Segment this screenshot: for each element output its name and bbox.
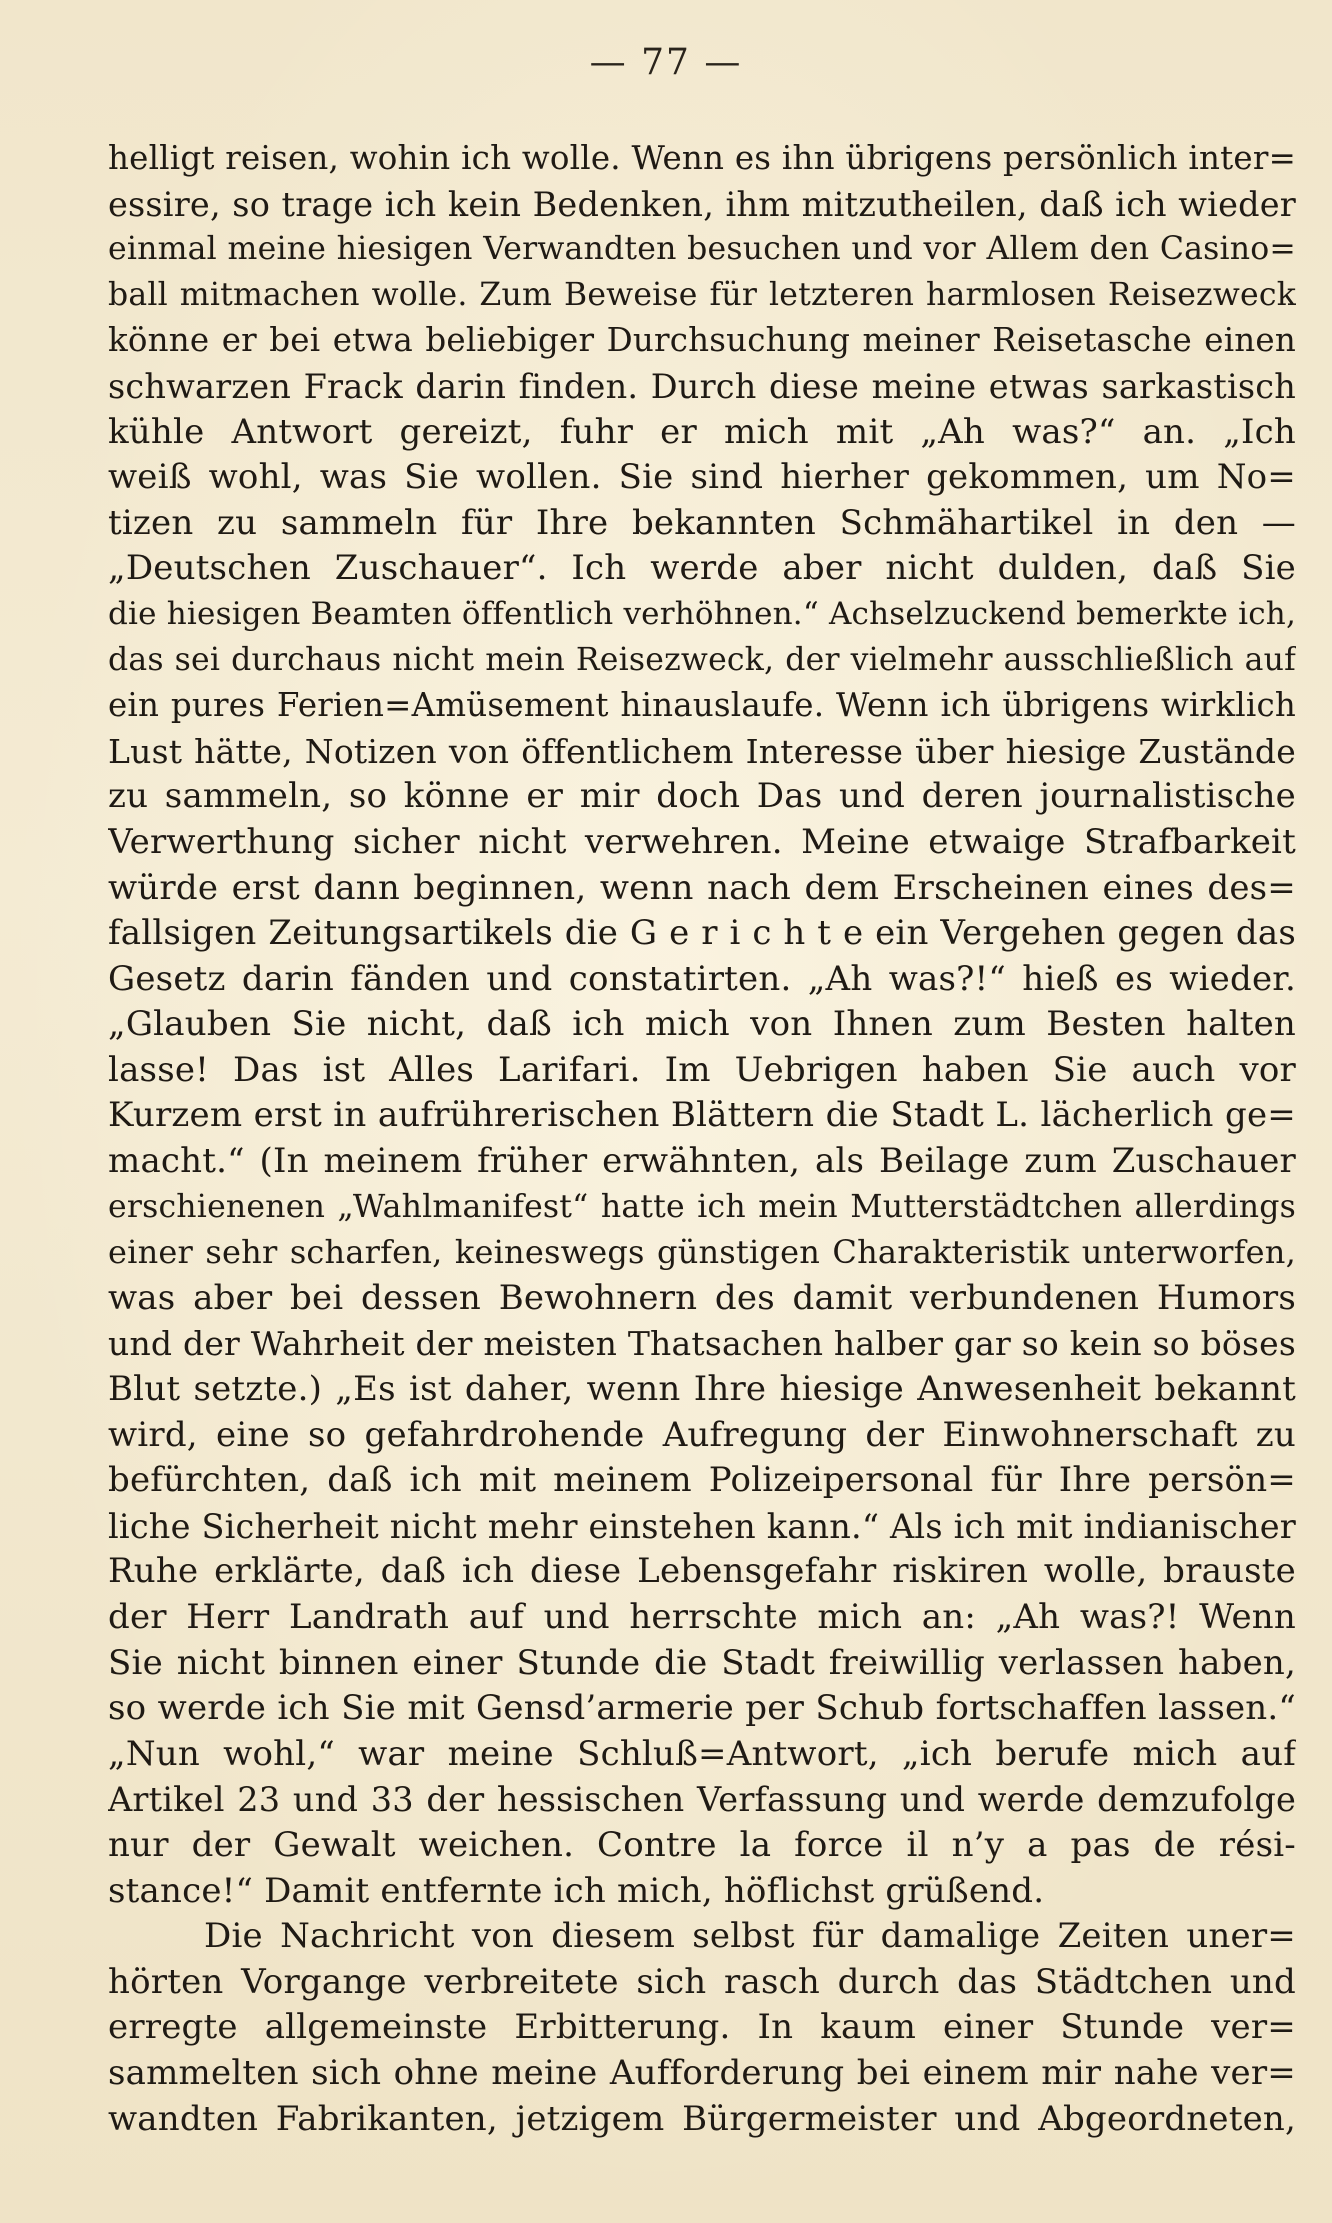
text-line: würde erst dann beginnen, wenn nach dem Erscheinen eines des= [108,867,1296,908]
text-line: die hiesigen Beamten öffentlich verhöhnen.“ Achselzuckend bemerkte ich, [108,595,1296,632]
text-line: nur der Gewalt weichen. Contre la force il n’y a pas de rési- [108,1824,1296,1865]
text-line: Gesetz darin fänden und constatirten. „Ah was?!“ hieß es wieder. [108,958,1296,999]
paragraph-1 [108,136,1296,1914]
text-line: helligt reisen, wohin ich wolle. Wenn es ihn übrigens persönlich inter= [108,139,1296,177]
text-line: zu sammeln, so könne er mir doch Das und deren journalistische [108,776,1296,817]
body-text [108,136,1296,2142]
text-line: lasse! Das ist Alles Larifari. Im Uebrigen haben Sie auch vor [108,1049,1296,1090]
text-line: befürchten, daß ich mit meinem Polizeipersonal für Ihre persön= [108,1460,1296,1501]
text-line: Die Nachricht von diesem selbst für damalige Zeiten uner= [204,1916,1296,1957]
text-line: sammelten sich ohne meine Aufforderung bei einem mir nahe ver= [108,2052,1296,2093]
text-line: „Glauben Sie nicht, daß ich mich von Ihnen zum Besten halten [108,1004,1296,1045]
text-line: das sei durchaus nicht mein Reisezweck, der vielmehr ausschließlich auf [108,641,1296,678]
paragraph-2 [108,1914,1296,2142]
text-line: Sie nicht binnen einer Stunde die Stadt freiwillig verlassen haben, [108,1642,1296,1683]
text-line: einer sehr scharfen, keineswegs günstigen Charakteristik unterworfen, [108,1233,1296,1272]
text-line: Blut setzte.) „Es ist daher, wenn Ihre hiesige Anwesenheit bekannt [108,1369,1296,1410]
page-number: — 77 — [589,42,743,83]
text-line: ein pures Ferien=Amüsement hinauslaufe. Wenn ich übrigens wirklich [108,686,1296,725]
text-line: weiß wohl, was Sie wollen. Sie sind hierher gekommen, um No= [108,457,1296,498]
text-line: fallsigen Zeitungsartikels die G e r i c h t e ein Vergehen gegen das [108,913,1296,954]
text-line: stance!“ Damit entfernte ich mich, höflichst grüßend. [108,1870,1045,1911]
text-line: Lust hätte, Notizen von öffentlichem Interesse über hiesige Zustände [108,731,1296,771]
text-line: erschienenen „Wahlmanifest“ hatte ich mein Mutterstädtchen allerdings [108,1188,1296,1225]
text-line: wandten Fabrikanten, jetzigem Bürgermeister und Abgeordneten, [108,2098,1296,2139]
text-line: Kurzem erst in aufrührerischen Blättern die Stadt L. lächerlich ge= [108,1095,1296,1136]
text-line: hörten Vorgange verbreitete sich rasch durch das Städtchen und [108,1961,1296,2002]
text-line: kühle Antwort gereizt, fuhr er mich mit „Ah was?“ an. „Ich [108,411,1296,452]
text-line: könne er bei etwa beliebiger Durchsuchung meiner Reisetasche einen [108,321,1296,360]
text-line: Verwerthung sicher nicht verwehren. Meine etwaige Strafbarkeit [108,821,1296,862]
text-line: macht.“ (In meinem früher erwähnten, als Beilage zum Zuschauer [108,1141,1296,1182]
text-line: einmal meine hiesigen Verwandten besuchen und vor Allem den Casino= [108,231,1296,268]
text-line: was aber bei dessen Bewohnern des damit verbundenen Humors [108,1277,1296,1318]
text-line: schwarzen Frack darin finden. Durch diese meine etwas sarkastisch [108,366,1296,406]
text-line: „Nun wohl,“ war meine Schluß=Antwort, „ich berufe mich auf [108,1733,1296,1774]
text-line: essire, so trage ich kein Bedenken, ihm mitzutheilen, daß ich wieder [108,184,1296,224]
text-line: liche Sicherheit nicht mehr einstehen kann.“ Als ich mit indianischer [108,1506,1296,1546]
text-line: ball mitmachen wolle. Zum Beweise für letzteren harmlosen Reisezweck [108,276,1296,313]
text-line: Ruhe erklärte, daß ich diese Lebensgefahr riskiren wolle, brauste [108,1551,1296,1592]
text-line: wird, eine so gefahrdrohende Aufregung der Einwohnerschaft zu [108,1414,1296,1455]
text-line: der Herr Landrath auf und herrschte mich an: „Ah was?! Wenn [108,1597,1296,1637]
text-line: so werde ich Sie mit Gensd’armerie per Schub fortschaffen lassen.“ [108,1688,1296,1729]
text-line: Artikel 23 und 33 der hessischen Verfassung und werde demzufolge [108,1780,1296,1820]
text-line: tizen zu sammeln für Ihre bekannten Schmähartikel in den — [108,502,1296,543]
text-line: erregte allgemeinste Erbitterung. In kaum einer Stunde ver= [108,2007,1296,2048]
text-line: „Deutschen Zuschauer“. Ich werde aber nicht dulden, daß Sie [108,548,1296,589]
text-line: und der Wahrheit der meisten Thatsachen halber gar so kein so böses [108,1324,1296,1364]
